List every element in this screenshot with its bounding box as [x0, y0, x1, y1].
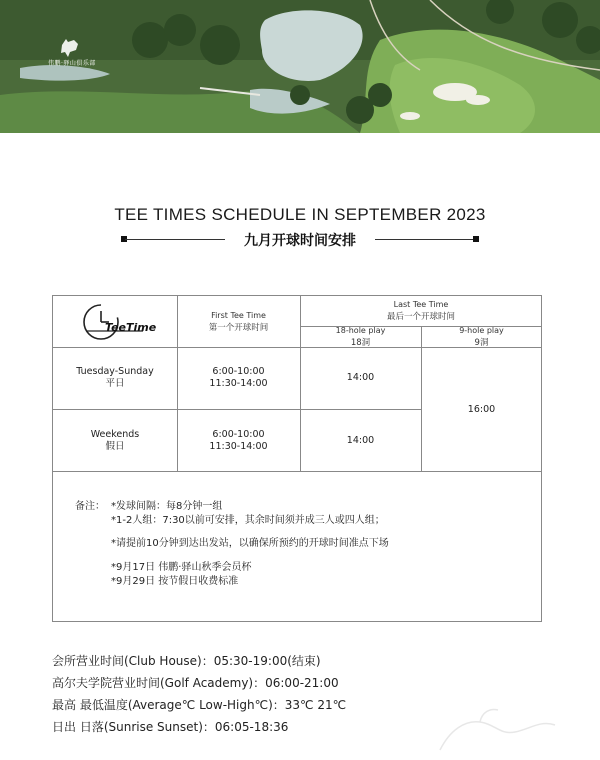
table-row-day [53, 409, 177, 472]
last18-time: 14:00 [346, 372, 375, 383]
first-tee-header-en: First Tee Time [211, 310, 266, 320]
page-subtitle: 九月开球时间安排 [244, 233, 356, 249]
teetime-logo-cell [53, 296, 177, 347]
note-line: *1-2人组：7:30以前可安排，其余时间须并成三人或四人组； [111, 515, 385, 526]
info-sunrise-sunset: 日出 日落(Sunrise Sunset)：06:05-18:36 [52, 720, 289, 734]
first-tee-slot: 11:30-14:00 [209, 378, 268, 389]
info-temperature: 最高 最低温度(Average℃ Low-High℃)：33℃ 21℃ [52, 698, 347, 712]
info-golf-academy: 高尔夫学院营业时间(Golf Academy)：06:00-21:00 [52, 676, 339, 690]
last-tee-header [300, 296, 542, 326]
hole9-header [421, 326, 542, 347]
decorative-square [473, 236, 479, 242]
last-tee-header-cn: 最后一个开球时间 [386, 312, 455, 322]
notes-box [52, 472, 542, 622]
first-tee-header-cn: 第一个开球时间 [208, 322, 269, 333]
horse-watermark-icon [420, 700, 580, 760]
day-en: Weekends [90, 428, 140, 440]
last18-time: 14:00 [346, 434, 375, 446]
last-tee-header-en: Last Tee Time [393, 300, 449, 309]
day-en: Tuesday-Sunday [76, 366, 154, 377]
first-tee-header [177, 296, 300, 347]
note-line: *请提前10分钟到达出发站，以确保所预约的开球时间准点下场 [111, 538, 389, 549]
last9-time-cell [421, 347, 542, 472]
note-line: *9月17日 伟鹏·驿山秋季会员杯 [111, 562, 252, 573]
teetime-logo-label: TeeTime [105, 321, 157, 334]
table-row-first-tee [177, 409, 300, 472]
day-cn: 平日 [105, 378, 125, 389]
first-tee-slot: 11:30-14:00 [209, 440, 268, 452]
note-line: *发球间隔：每8分钟一组 [111, 501, 223, 512]
hole18-header-en: 18-hole play [335, 325, 386, 335]
hole18-header [300, 326, 421, 347]
divider-line [375, 239, 475, 240]
hole18-header-cn: 18洞 [350, 337, 371, 348]
day-cn: 假日 [105, 440, 125, 452]
hole9-header-cn: 9洞 [474, 337, 489, 348]
table-row-day [53, 347, 177, 409]
tee-time-table [52, 295, 542, 472]
hole9-header-en: 9-hole play [459, 325, 504, 335]
last9-time: 16:00 [467, 403, 496, 415]
table-row-first-tee [177, 347, 300, 409]
first-tee-slot: 6:00-10:00 [212, 428, 265, 440]
banner-image [0, 0, 600, 133]
page-title: TEE TIMES SCHEDULE IN SEPTEMBER 2023 [114, 205, 486, 224]
table-row-last18 [300, 347, 421, 409]
subtitle-row [115, 230, 485, 248]
first-tee-slot: 6:00-10:00 [212, 366, 265, 377]
table-row-last18 [300, 409, 421, 472]
info-club-house: 会所营业时间(Club House)：05:30-19:00(结束) [52, 654, 321, 668]
note-line: *9月29日 按节假日收费标准 [111, 576, 239, 587]
notes-label: 备注： [75, 501, 105, 512]
banner-logo-text: 伟鹏·驿山俱乐部 [48, 60, 96, 67]
